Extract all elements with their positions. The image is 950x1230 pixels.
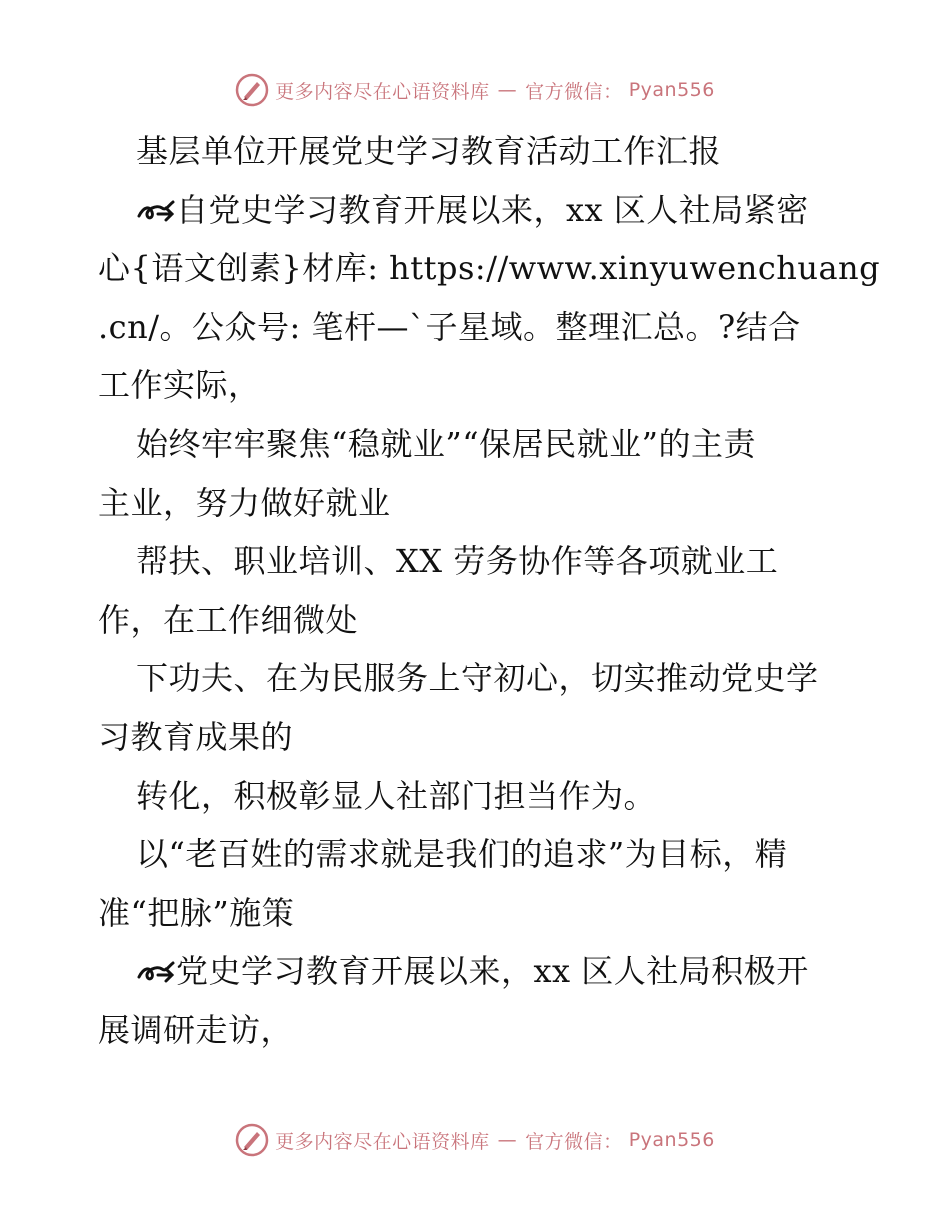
paragraph-line: [98, 884, 858, 943]
paragraph-line: [98, 649, 858, 708]
paragraph-line-text: 主业，努力做好就业: [98, 483, 391, 522]
logo-icon: [235, 1123, 269, 1157]
header-banner: [0, 70, 950, 110]
banner-wechat-label: 官方微信：: [525, 80, 623, 103]
paragraph-line: [98, 239, 881, 298]
banner-wechat-label: 官方微信：: [525, 1130, 623, 1153]
banner-wechat-id: Pyan556: [628, 79, 715, 101]
paragraph-line: [98, 415, 858, 474]
document-body: [98, 122, 881, 1060]
bullet-glyph-icon: [136, 196, 176, 224]
paragraph-line-text: 以“老百姓的需求就是我们的追求”为目标，精: [136, 835, 788, 874]
paragraph-line-text: 作，在工作细微处: [98, 600, 359, 639]
paragraph-line-text: 下功夫、在为民服务上守初心，切实推动党史学: [136, 659, 819, 698]
logo-icon: [235, 73, 269, 107]
paragraph-line: [98, 474, 858, 533]
paragraph-line: [98, 181, 858, 240]
paragraph-line: [98, 591, 858, 650]
banner-text: 更多内容尽在心语资料库: [275, 80, 490, 103]
paragraph-line-text: 展调研走访，: [98, 1010, 294, 1049]
paragraph-line-text: 转化，积极彰显人社部门担当作为。: [136, 776, 657, 815]
paragraph-line-text: 始终牢牢聚焦“稳就业”“保居民就业”的主责: [136, 424, 756, 463]
paragraph-line-text: 心{语文创素}材库: https://www.xinyuwenchuang: [98, 249, 881, 288]
paragraph-line: [98, 1001, 858, 1060]
paragraph-line-text: 党史学习教育开展以来，xx 区人社局积极开: [176, 952, 809, 991]
banner-text: 更多内容尽在心语资料库: [275, 1130, 490, 1153]
paragraph-line: [98, 532, 858, 591]
banner-wechat-id: Pyan556: [628, 1129, 715, 1151]
paragraph-line: [98, 122, 858, 181]
paragraph-line-text: 准“把脉”施策: [98, 893, 295, 932]
paragraph-line: [98, 298, 858, 357]
paragraph-line-text: 工作实际，: [98, 366, 261, 405]
banner-dash: —: [497, 1129, 518, 1151]
paragraph-line: [98, 708, 858, 767]
paragraph-line: [98, 356, 858, 415]
paragraph-line-text: 基层单位开展党史学习教育活动工作汇报: [136, 132, 722, 170]
paragraph-line: [98, 825, 858, 884]
bullet-glyph-icon: [136, 957, 176, 985]
banner-dash: —: [497, 79, 518, 101]
paragraph-line-text: .cn/。公众号: 笔杆—`子星域。整理汇总。?结合: [98, 307, 801, 346]
footer-banner: [0, 1120, 950, 1160]
paragraph-line-text: 帮扶、职业培训、XX 劳务协作等各项就业工: [136, 542, 779, 581]
paragraph-line-text: 习教育成果的: [98, 717, 294, 756]
paragraph-line: [98, 942, 858, 1001]
paragraph-line: [98, 767, 858, 826]
paragraph-line-text: 自党史学习教育开展以来，xx 区人社局紧密: [176, 190, 809, 229]
